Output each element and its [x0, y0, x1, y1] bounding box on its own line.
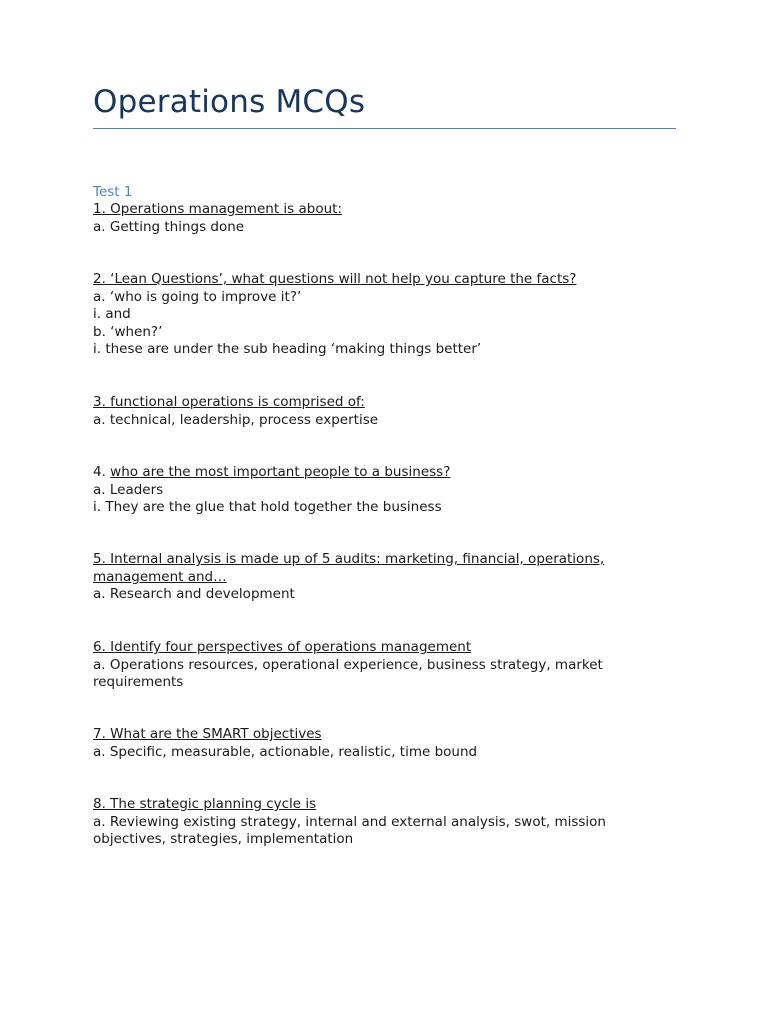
answer-line-1: a. Reviewing existing strategy, internal and external analysis, swot, mission — [93, 813, 606, 830]
answer-line: a. Getting things done — [93, 218, 245, 235]
answer-line: i. They are the glue that hold together the business — [93, 499, 442, 516]
question-text: 1. Operations management is about: — [93, 201, 342, 217]
question-block-2 — [93, 271, 653, 359]
answer-line: a. Leaders — [93, 481, 164, 498]
question-block-1 — [93, 201, 653, 236]
question-block-8 — [93, 796, 693, 849]
question-block-3 — [93, 394, 653, 429]
question-text — [93, 464, 653, 482]
answer-line: a. ‘who is going to improve it?’ — [93, 288, 302, 305]
question-text: 7. What are the SMART objectives — [93, 726, 322, 742]
answer-line: i. these are under the sub heading ‘making things better’ — [93, 341, 482, 358]
answer-line-2: objectives, strategies, implementation — [93, 831, 354, 848]
question-text: 8. The strategic planning cycle is — [93, 796, 317, 812]
question-text: 3. functional operations is comprised of: — [93, 394, 365, 410]
answer-line: b. ‘when?’ — [93, 323, 163, 340]
question-number: 4. — [93, 464, 111, 480]
question-text-line-1: 5. Internal analysis is made up of 5 audits: marketing, financial, operations, — [93, 551, 605, 567]
answer-line: a. Specific, measurable, actionable, realistic, time bound — [93, 743, 478, 760]
question-text-line-2: management and… — [93, 568, 227, 585]
answer-line-1: a. Operations resources, operational experience, business strategy, market — [93, 656, 603, 673]
question-underlined-text: who are the most important people to a business? — [110, 464, 451, 480]
question-block-6 — [93, 639, 693, 692]
title-divider — [93, 128, 676, 129]
question-text: 2. ‘Lean Questions’, what questions will not help you capture the facts? — [93, 271, 577, 287]
test-heading: Test 1 — [93, 184, 133, 200]
question-block-7 — [93, 726, 653, 761]
answer-line-2: requirements — [93, 674, 184, 691]
answer-line: a. technical, leadership, process expertise — [93, 411, 379, 428]
question-block-5 — [93, 551, 693, 604]
question-text: 6. Identify four perspectives of operations management — [93, 639, 472, 655]
answer-line: a. Research and development — [93, 586, 295, 603]
page-title: Operations MCQs — [93, 84, 366, 120]
answer-line: i. and — [93, 306, 131, 323]
question-block-4 — [93, 464, 653, 517]
